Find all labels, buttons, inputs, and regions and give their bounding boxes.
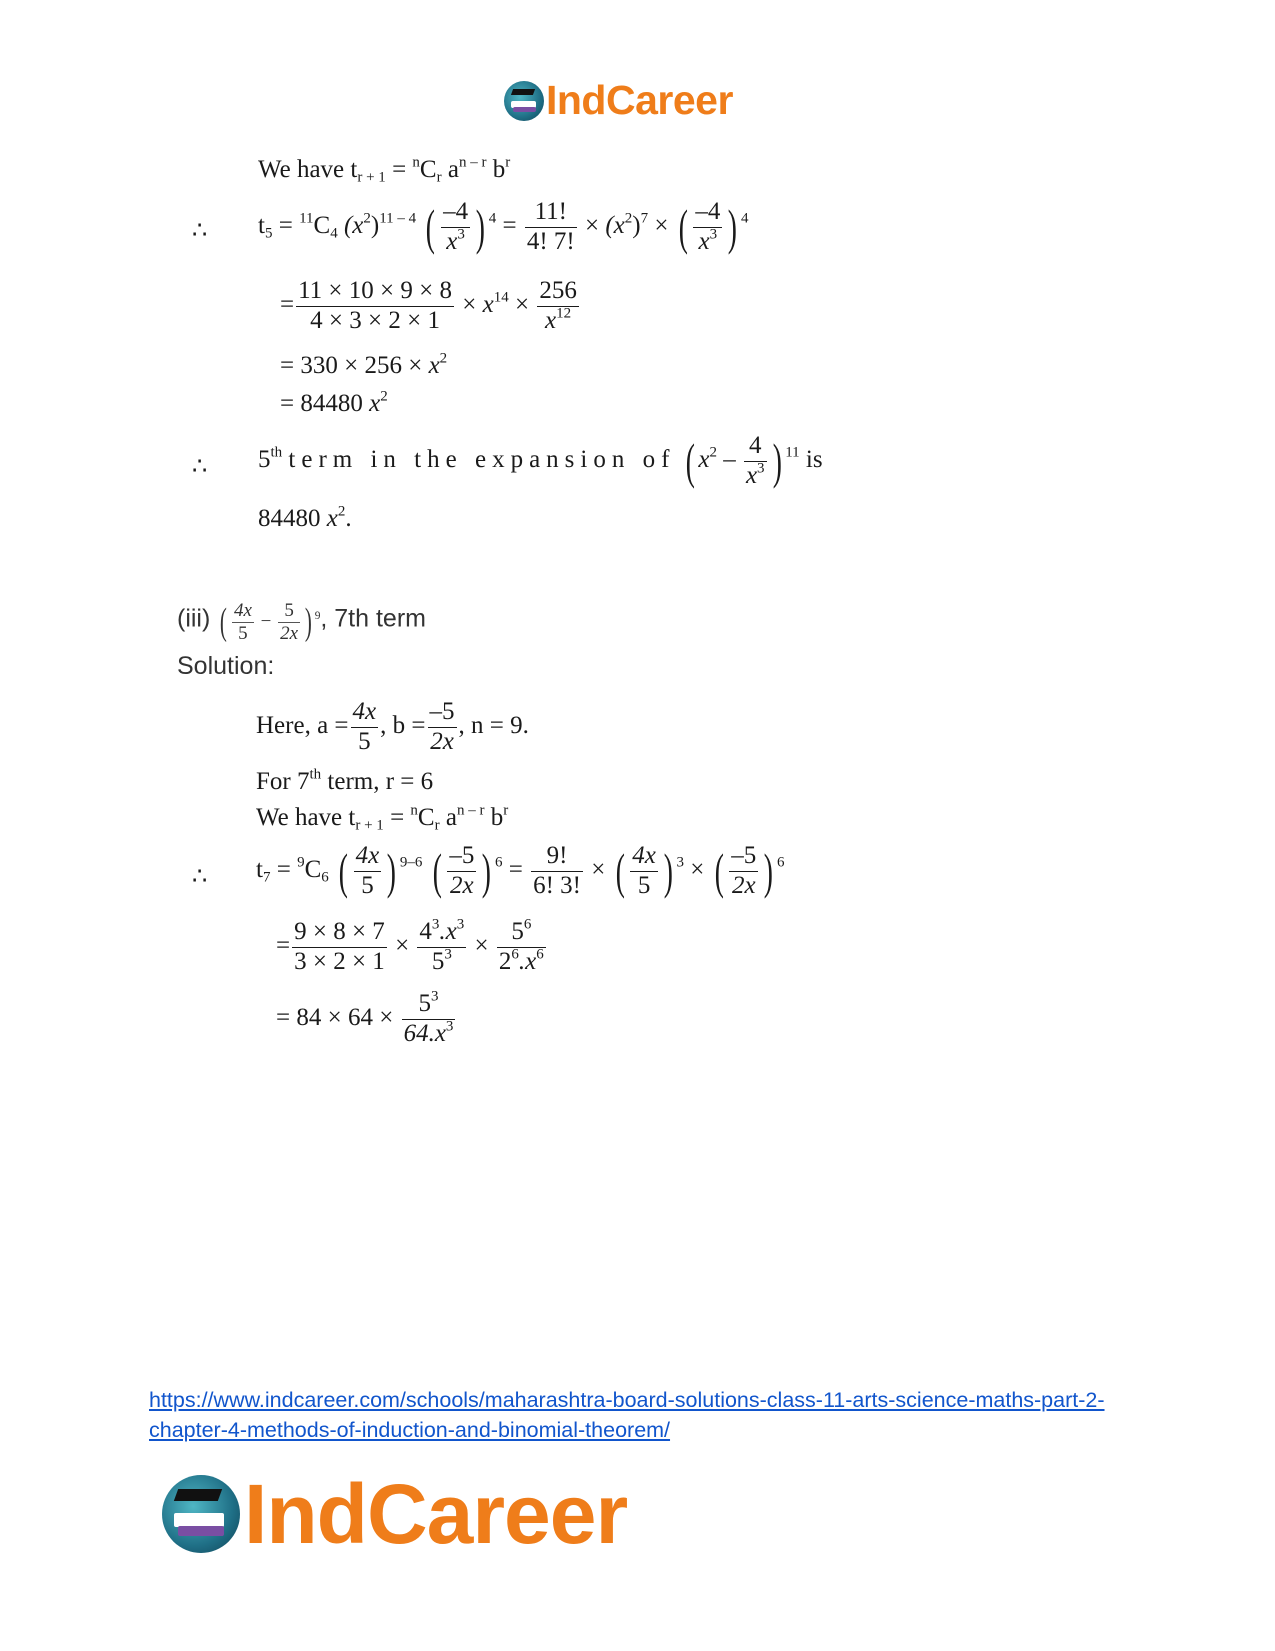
t5-product-line: = $330 \times 256 \times x^2$: [280, 350, 448, 379]
r-value-line: For 7th term, r = 6: [256, 766, 434, 795]
t5-result-line: = 84480 $x^2$: [280, 388, 388, 417]
conclusion-value: 84480 $x^2$.: [258, 503, 352, 532]
solution-label: Solution:: [177, 652, 275, 680]
t7-simplify-step: = $\frac{9 \times 8 \times 7}{3 \times 2 \times 1}$ × $\frac{4^3.x^3}{5^3}$ × $\frac{5^6}{2^6.x^6}$: [276, 916, 544, 975]
graduation-books-icon: [504, 81, 544, 121]
logo-wordmark: IndCareer: [546, 77, 733, 123]
t5-expansion: $t_5 = ^{11}C_4$ $(x^2)^{11 - 4}$ ( $\frac{-4}{x^3}$ ) $^4$ = $\frac{11!}{4! 7!}$ × $(x^2)^7$ × ( $\frac{-4}{x^3}$ ) $^4$: [258, 198, 749, 256]
given-values: Here, a = $\frac{4x}{5}$ , b = $\frac{-5}{2x}$ , n = 9.: [256, 698, 529, 755]
indcareer-logo-top: [504, 77, 733, 123]
formula-general-term: We have $t_{r + 1} = ^nC_r$ $a^{n - r}$ $b^r$: [258, 154, 511, 186]
source-url-link[interactable]: https://www.indcareer.com/schools/maharashtra-board-solutions-class-11-arts-science-maths-part-2-chapter-4-methods-of-induction-and-binomial-theorem/: [149, 1388, 1105, 1442]
formula-general-term-2: We have $t_{r + 1} = ^nC_r$ $a^{n - r}$ $b^r$: [256, 802, 509, 834]
t7-expansion: $t_7 = ^9C_6$ ( $\frac{4x}{5}$ ) $^{9-6}$ ( $\frac{-5}{2x}$ ) $^6$ = $\frac{9!}{6! 3!}$ × ( $\frac{4x}{5}$ ) $^3$ × ( $\frac{-5}{2x}$ ) $^6$: [256, 842, 785, 900]
t5-simplify-step: = $\frac{11 \times 10 \times 9 \times 8}{4 \times 3 \times 2 \times 1}$ × $x^{14}$ × $\frac{256}{x^{12}}$: [280, 277, 577, 334]
conclusion-line: 5th term in the expansion of ( $x^2$ – $\frac{4}{x^3}$ ) $^{11}$ is: [258, 432, 823, 490]
logo-wordmark: IndCareer: [244, 1467, 628, 1561]
therefore-symbol: ∴: [192, 454, 208, 480]
indcareer-logo-bottom: [162, 1467, 628, 1561]
graduation-books-icon: [162, 1475, 240, 1553]
therefore-symbol: ∴: [192, 218, 208, 244]
therefore-symbol: ∴: [192, 864, 208, 890]
t7-product-line: = 84 × 64 × $\frac{5^3}{64.x^3}$: [276, 988, 454, 1047]
question-iii: (iii) ( $\frac{4x}{5}$ − $\frac{5}{2x}$ ) $^9$, 7th term: [177, 600, 426, 644]
